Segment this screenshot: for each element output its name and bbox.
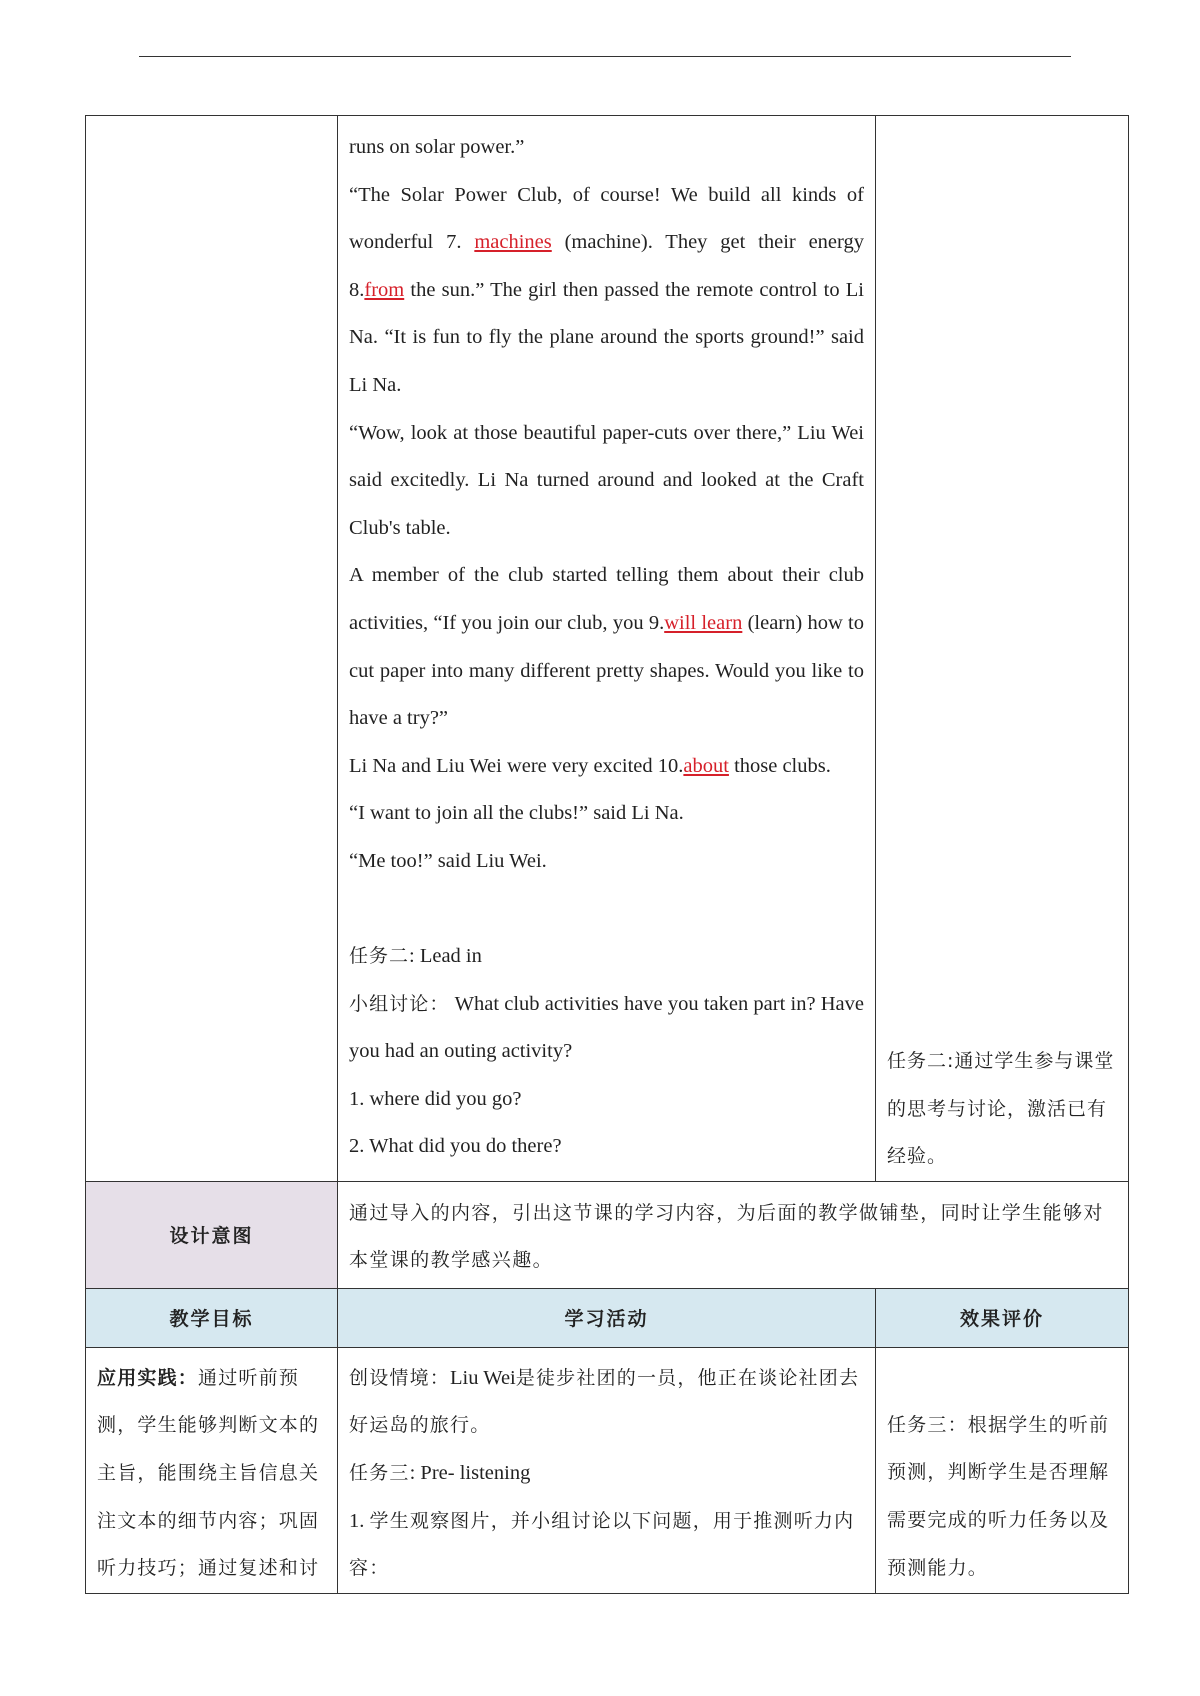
answer-10: about — [683, 754, 729, 777]
passage-paragraph: A member of the club started telling them about their club activities, “If you join our club, you 9.will learn (learn) how to cut paper into many different pretty shapes. Would you like to have a try?” — [349, 564, 864, 730]
design-intent-row — [86, 1181, 1129, 1288]
task2-evaluation: 任务二:通过学生参与课堂的思考与讨论，激活已有经验。 — [887, 1050, 1115, 1168]
header-evaluation: 效果评价 — [876, 1288, 1129, 1347]
passage-line: “I want to join all the clubs!” said Li Na. — [349, 802, 684, 825]
passage-paragraph: “The Solar Power Club, of course! We build all kinds of wonderful 7. machines (machine). They get their energy 8.from the sun.” The girl then passed the remote control to Li Na. “It is fun to fly the plane around the sports ground!” said Li Na. — [349, 183, 864, 396]
passage-line: runs on solar power.” — [349, 136, 525, 158]
task3-row — [86, 1347, 1129, 1593]
passage-row — [86, 116, 1129, 1182]
task2-question-1: 1. where did you go? — [349, 1087, 522, 1110]
objective-text: 应用实践：通过听前预测，学生能够判断文本的主旨，能围绕主旨信息关注文本的细节内容；巩固听力技巧；通过复述和讨 — [97, 1366, 320, 1580]
design-intent-label: 设计意图 — [86, 1181, 338, 1288]
header-objectives: 教学目标 — [86, 1288, 338, 1347]
answer-8: from — [364, 278, 405, 301]
passage-paragraph: “Wow, look at those beautiful paper-cuts over there,” Liu Wei said excitedly. Li Na turned around and looked at the Craft Club's table. — [349, 421, 864, 539]
passage-line: “Me too!” said Liu Wei. — [349, 849, 547, 872]
objective-cell — [86, 1347, 338, 1593]
table-header-row — [86, 1288, 1129, 1347]
answer-7: machines — [474, 231, 552, 254]
activity-cell-passage — [338, 116, 876, 1182]
activity-cell — [338, 1347, 876, 1593]
passage-paragraph: Li Na and Liu Wei were very excited 10.about those clubs. — [349, 754, 831, 777]
activity-text — [338, 1348, 875, 1593]
answer-9: will learn — [664, 611, 743, 634]
evaluation-cell-task2 — [876, 116, 1129, 1182]
scenario-line: 创设情境：Liu Wei是徒步社团的一员，他正在谈论社团去好运岛的旅行。 — [349, 1366, 860, 1437]
design-intent-cell — [338, 1181, 1129, 1288]
task3-heading: 任务三: Pre- listening — [349, 1461, 531, 1484]
task2-discussion: 小组讨论： What club activities have you taken part in? Have you had an outing activity? — [349, 992, 865, 1063]
task2-heading: 任务二: Lead in — [349, 945, 482, 968]
task2-question-2: 2. What did you do there? — [349, 1135, 562, 1158]
task3-item-1: 1. 学生观察图片，并小组讨论以下问题，用于推测听力内容： — [349, 1509, 855, 1580]
objective-cell-empty — [86, 116, 338, 1182]
design-intent-text: 通过导入的内容，引出这节课的学习内容，为后面的教学做铺垫，同时让学生能够对本堂课的教学感兴趣。 — [349, 1201, 1104, 1271]
header-activities: 学习活动 — [338, 1288, 876, 1347]
evaluation-cell — [876, 1347, 1129, 1593]
header-rule — [139, 56, 1071, 57]
lesson-plan-table — [85, 115, 1129, 1594]
task3-evaluation: 任务三：根据学生的听前预测，判断学生是否理解需要完成的听力任务以及预测能力。 — [887, 1413, 1110, 1579]
